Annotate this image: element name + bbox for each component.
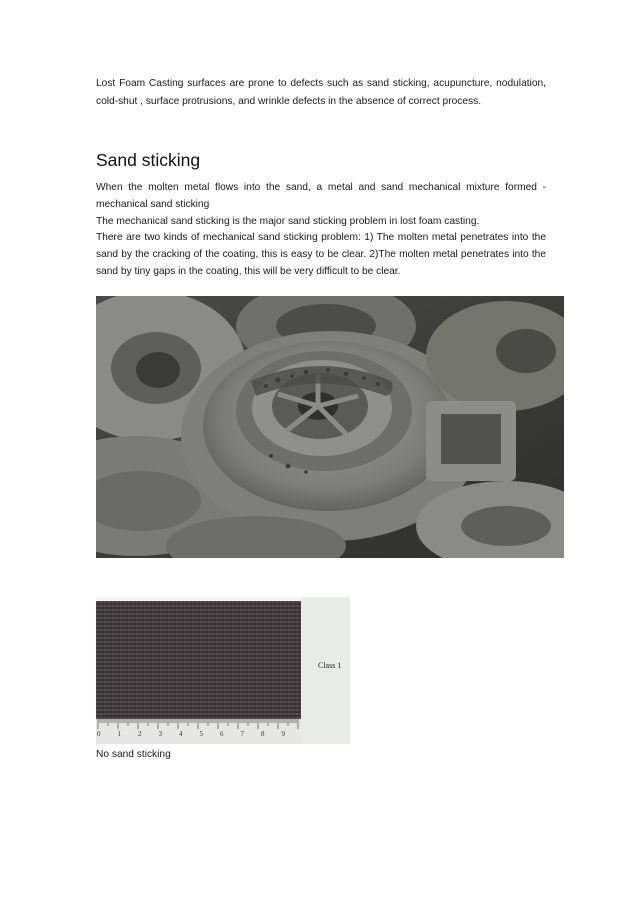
castings-photo-drawing [96,296,564,558]
ruler-number: 1 [117,730,121,738]
ruler-number: 5 [199,730,203,738]
castings-photo [96,296,564,558]
intro-paragraph: Lost Foam Casting surfaces are prone to defects such as sand sticking, acupuncture, nodulation, cold-shut , surface protrusions, and wrinkle defects in the absence of correct process. [96,78,546,107]
figure-caption: No sand sticking [96,749,171,760]
ruler-number: 2 [138,730,142,738]
section-body [96,180,546,281]
body-paragraph-3: There are two kinds of mechanical sand sticking problem: 1) The molten metal penetrates into the sand by the cracking of the coating, this is easy to be clear. 2)The molten metal penetrates into the sand by tiny gaps in the coating, this will be very difficult to be clear. [96,232,546,277]
ruler-number: 6 [220,730,224,738]
section-heading: Sand sticking [96,150,201,170]
ruler-number: 9 [281,730,285,738]
ruler-number: 0 [97,730,101,738]
ruler-number: 4 [179,730,183,738]
body-paragraph-2: The mechanical sand sticking is the major sand sticking problem in lost foam casting. [96,215,480,227]
sand-sample-drawing [96,597,350,744]
sand-sample-photo [96,597,350,744]
ruler-number: 8 [261,730,265,738]
ruler-number: 7 [240,730,244,738]
class-label: Class 1 [318,661,342,670]
ruler-numbers [96,730,301,742]
body-paragraph-1: When the molten metal flows into the sand, a metal and sand mechanical mixture formed - mechanical sand sticking [96,182,546,210]
ruler-number: 3 [158,730,162,738]
